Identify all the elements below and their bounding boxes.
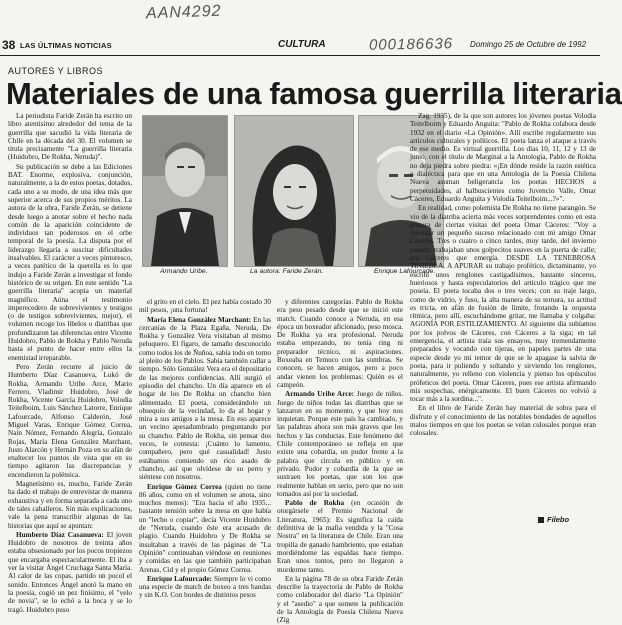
paragraph-text: En las cercanías de la Plaza Egaña, Neruda, De Rokha y González Vera visitaban al mismo peluquero. El fígaro, de tamaño desconocido como todos los de Ñuñoa, sabía todo en torno al pleito de los Pablos. Sabía también callar a tiempo. Sólo González Vera era el depositario de las mejores confidencias. Allí surgió el episodio del chancho. Un día aparece en el hogar de los De Rokha un chancho bien alimentado. El poeta, considerándolo un obsequio de la vecindad, lo da al hogar y mira a sus amigos a la mesa. En eso aparece un vecino apesadumbrado preguntando por su chancho. Pablo de Rokha, sin pensar dos veces, le contesta: ¡Cuánto lo lamento, compañero, pero qué casualidad! Justo estábamos comiendo un rico asado de chancho, así que olvídese de su perro y siéntese con nosotros. — [139, 315, 272, 482]
paragraph-text: En realidad, como polemista De Rokha no tiene parangón. Se vio de la diatriba acierta más veces sorprendentes como en esta pintura de ciertas visitas del poeta Omar Cáceres: "Voy a recordar un pequeño suceso relacionado con mi amigo Omar Cáceres. Tres o cuatro o cinco tardes, muy tarde, del invierno pasado, trabajaban unos golpecitos suaves en la puerta de calle; era Cáceres que emergía. DESDE LA TENEBROSA TINIEBLA, A APURAR su trabajo profético, dictaminante, yo escribí unos renglones castigadísimos, bastante sinceros, hueriosos y hasta especulatorios del artículo trágico que me poseía. El poeta tocaba dos o tres veces; con su traje largo, como de vidrio, y fuso, la alta manera de su ternura, su actitud es tricta, en afán de fusión de límite, frotando la orquesta rítmica, pero allí, escuchándome gritar, me llamaba y colgaba: AGONÍA POR ESTILIZAMIENTO. Al siguiente día subíamos por los polvos de Cáceres, con Cáceres a la siga; en tal emergencia, el artista traía sus ensayos, muy tremendamente preparados y vocando con tijeras, en papeles partes de una especie desde yo mi temor de que se le apagase la salvia de poeta, para ir puliendo y soltando y sirviendo los renglones, naturalmente, yo relleno con violencia y pienso los opúsculos prófeticos del poeta. Omar Cáceres, pues ese artista afirmando mis sospechas, enérgicamente. El buen Cáceres no volvió a tocar más a la sordina...". — [410, 204, 596, 404]
paragraph-lead: Enrique Gómez Correa — [147, 482, 222, 491]
article-kicker: AUTORES Y LIBROS — [8, 66, 104, 76]
paragraph-text: Zag, 1935), de la que son autores los jóvenes poetas Volodia Teitelboim y Eduardo Anguita: "Pablo de Rokha colabora desde 1932 en el diario «La Opinión». Allí escribe regularmente sus artículos culturales y políticos. El poeta lanza el ataque a través de ese medio. Es virtual guerrilla. Los días 10, 11, 12 y 13 de junio, con el título de Marginal a la Antología, Pablo de Rokha no deja piedra sobre piedra: «¡En dónde reside la razón estética o dialéctica para que en una Antología de la Poesía Chilena Nueva asuman beligerancia los poetas HECHOS a perpetuidades, al halbuscientes como Juvencio Valle, Omar Cáceres, Eduardo Anguita y Volodia Teitelboim...?»". — [410, 112, 596, 203]
paragraph — [8, 531, 132, 614]
paragraph-lead: Humberto Díaz Casanueva: — [16, 530, 104, 539]
photo-armando-uribe — [142, 115, 228, 267]
paragraph — [8, 112, 132, 162]
photo-caption-2: La autora: Faride Zerán. — [250, 268, 324, 275]
paragraph-lead: Enrique Lafourcade: — [147, 574, 212, 583]
photo-faride-zeran — [234, 115, 354, 267]
article-headline: Materiales de una famosa guerrilla literaria — [6, 76, 622, 111]
newspaper-name: LAS ÚLTIMAS NOTICIAS — [20, 41, 112, 50]
paragraph-lead: Armando Uribe Arce: — [285, 390, 355, 399]
end-mark — [538, 517, 544, 523]
paragraph — [139, 316, 271, 482]
paragraph — [410, 112, 596, 203]
signature-name: Filebo — [547, 515, 570, 524]
header-rule — [0, 55, 600, 56]
paragraph — [277, 575, 403, 625]
paragraph-text: Siempre lo vi como una especie de match de boxeo a tres bandas y sin K.O. Con bordes de distintos pesos — [139, 574, 271, 600]
paragraph-text: y diferentes categorías. Pablo de Rokha era peso pesado desde que se inició este match. Cuando conoce a Neruda, en esa época un boxeador aficionado, peso mosca. De Rokha ya era profesional. Neruda estaba empezando, no tenía ring ni preparador técnico, ni aspiraciones. Boxeaba en Temuco con las sombras. Se conocen, se hacen amigos, pero a poco andar vienen los problemas: Quién es el campeón. — [277, 298, 403, 389]
paragraph — [277, 499, 403, 574]
photo-caption-1: Armando Uribe. — [160, 268, 208, 275]
paragraph — [8, 163, 132, 362]
paragraph-text: el grito en el cielo. El pez había costado 30 mil pesos, ¡una fortuna! — [139, 298, 271, 315]
paragraph-text: Juego de niños. Juego de niños todas las diatribas que se lanzaron en su momento, y que hoy nos inquietan. Porque este país ha cambiado, y las palabras ahora son más graves que los hechos y las conductas. Este fenómeno del Chile contemporáneo se refleja en que existe una cobardía, un pudor frente a la palabra que circula en público y en privado. Pudor y cobardía de la que se sustraen los poetas, que son los que realmente hablan en serio, pero que no son tomados así por la sociedad. — [277, 390, 403, 498]
article-column-4 — [410, 112, 596, 504]
paragraph-text: En la página 78 de su obra Faride Zerán describe la trayectoria de Pablo de Rokha como colaborador del diario "La Opinión" y el "asedio" a que somete la publicación de la Antología de Poesía Chilena Nueva (Zig — [277, 574, 403, 625]
photo-caption-3: Enrique Lafourcade. — [374, 268, 436, 275]
paragraph — [410, 204, 596, 403]
paragraph-text: Magnetísimo es, mucho, Faride Zerán ha dado el trabajo de entrevistar de manera exhaustiva y en forma separada a cada uno de tales caballeros. Sin más explicaciones, vale la pena transcribir algunas de las historias que aquí se apuntan: — [8, 480, 132, 530]
paragraph-text: La periodista Faride Zerán ha escrito un libro atentísimo alrededor del tema de la guerrilla que sacudió la vida literaria de Chile en la década del 30. El volumen se titula precisamente "La guerrilla literaria (Huidobro, De Rokha, Neruda)". — [8, 112, 132, 162]
paragraph — [8, 363, 132, 479]
paragraph-text: (quien no tiene 86 años, como en el volumen se anota, sino muchos menos): "Era hacia el año 1935... bastante tensión sobre la mesa en que había un "lecho o copiar", decía Vicente Huidobro de "Neruda, cuando éste era acusado de plagio. Cuando Huidobro y De Rokha se insultaban a través de las páginas de "La Opinión" continuaban viéndose en reuniones y comidas en las que también participaban Arenas, Cid y el propio Gómez Correa. — [139, 482, 271, 574]
paragraph — [277, 298, 403, 389]
article-column-1 — [8, 112, 133, 614]
paragraph — [139, 483, 271, 574]
handwritten-archive-code: AAN4292 — [145, 2, 222, 23]
article-column-3 — [277, 298, 404, 625]
paragraph — [139, 575, 271, 600]
paragraph — [139, 298, 271, 315]
handwritten-record-number: 000186636 — [368, 35, 454, 54]
paragraph-text: (en ocasión de otorgársele el Premio Nacional de Literatura, 1965): Es significa la caída definitiva de la mafia vendida y la "Cosa Nostra" en la literatura de Chile. Eran una tropilla de ganado hambriento, que estaban mordiéndome las espaldas hace tiempo. Eran unos tontos, pero no llegaron a morderme tanto. — [277, 499, 404, 574]
paragraph-text: En el libro de Faride Zerán hay material de sobra para el disfrute y el conocimiento de las notables bondades de aquellos malos tiempos en que los poetas se velan culosales porque eran colosales. — [410, 404, 596, 438]
article-signature — [538, 515, 569, 524]
paragraph — [8, 480, 132, 530]
article-column-2 — [139, 298, 272, 600]
paragraph-lead: Pablo de Rokha — [285, 499, 345, 508]
page-header — [0, 38, 600, 54]
paragraph — [277, 390, 403, 498]
paragraph-text: Pero Zerán recurre al juicio de Humberto Díaz Casanueva, Lukó de Rokha, Armando Uribe Arce, Mario Ferrero, Vladimir Huidobro, José de Rokha, Vicente García Huidobro, Volodia Teitelboim, Luis Sánchez Latorre, Enrique Lafourcade, Alfonso Calderón, José Miguel Varas, Enrique Gómez Correa, Naín Nómez, Fernando Alegría, Gonzalo Rojas, María Elena González Marchant, Justo Alarcón y Hernán Poza en su afán de enaltecer los puntos de vista que en su tiempo agitaron las discrepancias y encendieron la polémica. — [8, 362, 132, 479]
issue-date: Domingo 25 de Octubre de 1992 — [470, 40, 587, 49]
paragraph — [410, 404, 596, 437]
paragraph-text: El joven Huidobro de nosotros de treinta años estaba obsesionado por los pocos tropiezos que encargaba espectacularmente. El iba a ver la visitar Ángel Cruchaga Santa María. Al calor de las copas, partido un pocol el sonido. Entonces Ángel anotó la mano en la poesía, cogió un pez finísimo, el "velo de novia", se lo echó a la boca y se lo tragó. Huidobro puso — [8, 530, 133, 614]
section-name: CULTURA — [278, 39, 326, 50]
page-number: 38 — [2, 38, 16, 52]
paragraph-lead: María Elena González Marchant: — [147, 315, 252, 324]
paragraph-text: Su publicación se debe a las Ediciones BAT. Enorme, explosiva, conjunción, naturalmente, a la de estos poetas, dotados, cada uno a su modo, de una idea más que superior acerca de sus propios méritos. La autora de la obra, Faride Zerán, se detiene desde luego a anotar sobre el hecho nada común de la aparición coincidente de individuos tan poderosos en el orbe temporal de la poesía. La disputa por el liderazgo llegaría a suscitar dificultades insalvables. El carácter a veces pintoresco, a veces patético de la querella es lo que indujo a Faride Zerán a investigar el fondo histórico de su origen. En este sentido "La guerrilla literaria" acopia un material magnífico. Aúna el testimonio imperecedero de sobrevivientes y testigos (o de testigos sobrevivientes, mejor), el volumen recoge los libelos o diatribas que profundizaron las diferencias entre Vicente Huidobro, Pablo de Rokha y Pablo Neruda hasta el punto de hacer entre ellos la enemistad irreparable. — [8, 162, 132, 362]
